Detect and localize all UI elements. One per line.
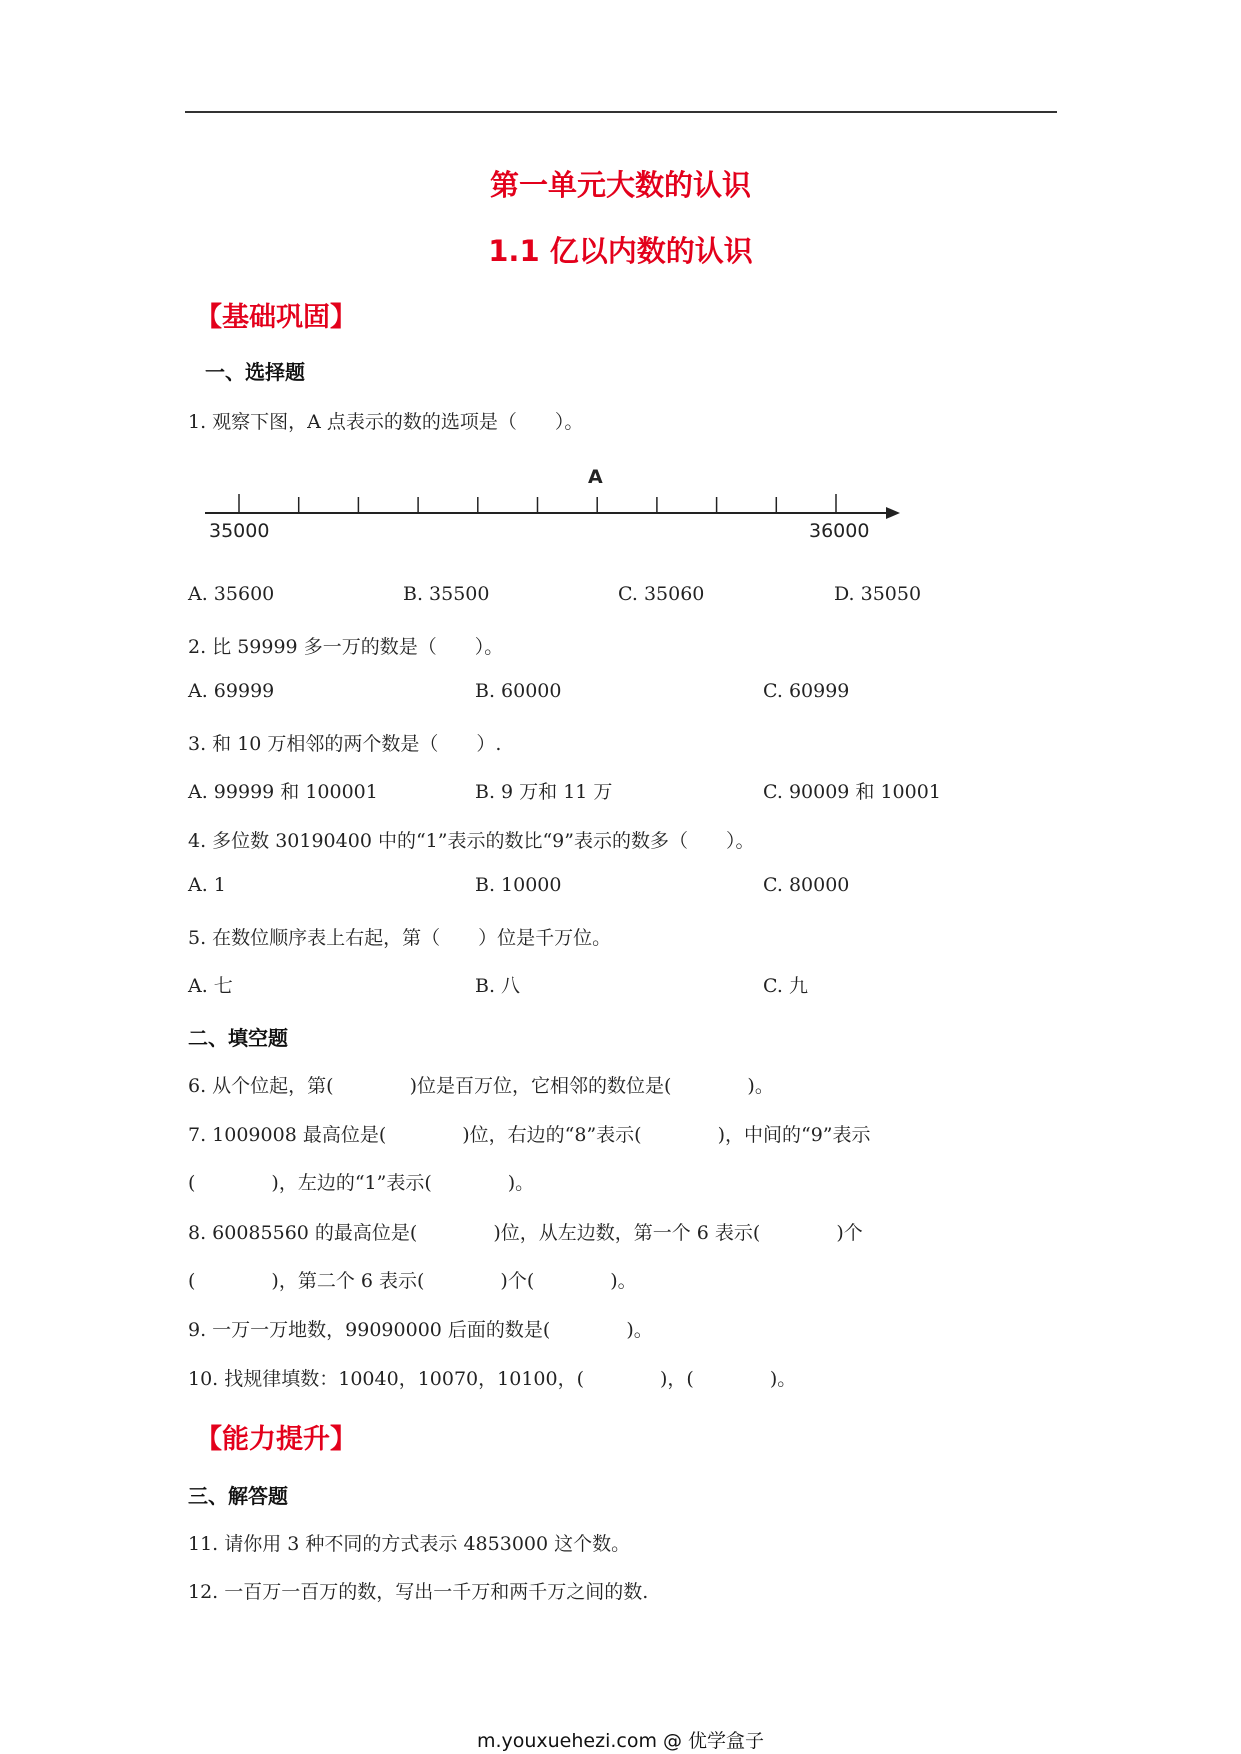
point-a-label: A <box>588 466 603 488</box>
question-7-line-1: 7. 1009008 最高位是( )位，右边的“8”表示( )，中间的“9”表示 <box>188 1124 871 1146</box>
question-6: 6. 从个位起，第( )位是百万位，它相邻的数位是( )。 <box>188 1075 774 1097</box>
question-8-line-1: 8. 60085560 的最高位是( )位，从左边数，第一个 6 表示( )个 <box>188 1222 863 1244</box>
question-1: 1. 观察下图，A 点表示的数的选项是（ ）。 <box>188 411 584 433</box>
q1-option-a: A. 35600 <box>188 583 275 605</box>
q2-option-b: B. 60000 <box>475 680 562 702</box>
number-line-end-label: 36000 <box>809 520 870 542</box>
question-10: 10. 找规律填数：10040，10070，10100，( )，( )。 <box>188 1368 797 1390</box>
section-basic: 【基础巩固】 <box>195 302 357 333</box>
question-11: 11. 请你用 3 种不同的方式表示 4853000 这个数。 <box>188 1533 631 1555</box>
part-multiple-choice: 一、选择题 <box>205 360 305 384</box>
q2-option-c: C. 60999 <box>763 680 850 702</box>
q3-option-b: B. 9 万和 11 万 <box>475 781 613 803</box>
question-9: 9. 一万一万地数，99090000 后面的数是( )。 <box>188 1319 653 1341</box>
q3-option-c: C. 90009 和 10001 <box>763 781 941 803</box>
number-line-start-label: 35000 <box>209 520 270 542</box>
question-4: 4. 多位数 30190400 中的“1”表示的数比“9”表示的数多（ ）。 <box>188 830 755 852</box>
part-answer: 三、解答题 <box>188 1484 288 1508</box>
question-5: 5. 在数位顺序表上右起，第（ ）位是千万位。 <box>188 927 612 949</box>
number-line-ticks <box>239 494 836 513</box>
question-12: 12. 一百万一百万的数，写出一千万和两千万之间的数. <box>188 1581 649 1603</box>
question-2: 2. 比 59999 多一万的数是（ ）。 <box>188 636 504 658</box>
q2-option-a: A. 69999 <box>188 680 275 702</box>
q1-option-d: D. 35050 <box>834 583 922 605</box>
q5-option-a: A. 七 <box>188 975 233 997</box>
q5-option-b: B. 八 <box>475 975 521 997</box>
q1-option-b: B. 35500 <box>403 583 490 605</box>
unit-title: 第一单元大数的认识 <box>489 168 751 202</box>
question-3: 3. 和 10 万相邻的两个数是（ ）. <box>188 733 502 755</box>
q1-option-c: C. 35060 <box>618 583 705 605</box>
section-advanced: 【能力提升】 <box>195 1424 357 1455</box>
q3-option-a: A. 99999 和 100001 <box>188 781 378 803</box>
question-8-line-2: ( )，第二个 6 表示( )个( )。 <box>188 1270 637 1292</box>
q4-option-c: C. 80000 <box>763 874 850 896</box>
footer-watermark: m.youxuehezi.com @ 优学盒子 <box>476 1730 765 1752</box>
q4-option-a: A. 1 <box>188 874 226 896</box>
part-fill-in: 二、填空题 <box>188 1026 288 1050</box>
q4-option-b: B. 10000 <box>475 874 562 896</box>
number-line-figure <box>205 462 905 542</box>
q5-option-c: C. 九 <box>763 975 808 997</box>
lesson-title: 1.1 亿以内数的认识 <box>488 234 753 268</box>
question-7-line-2: ( )，左边的“1”表示( )。 <box>188 1172 535 1194</box>
header-rule <box>185 111 1057 113</box>
number-line-arrow <box>886 507 900 519</box>
